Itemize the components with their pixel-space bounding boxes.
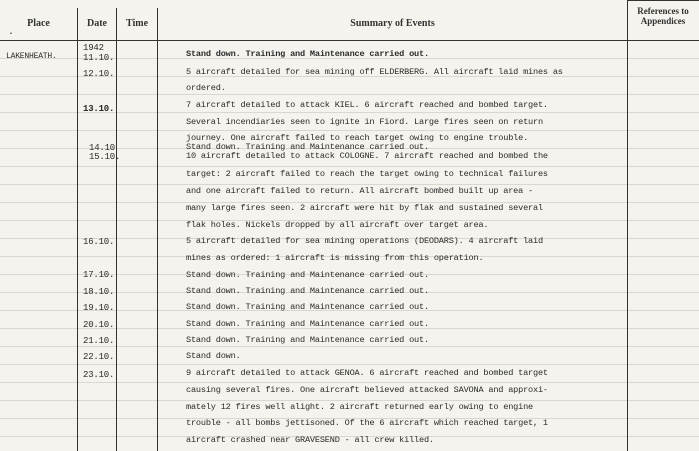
margin-mark: . bbox=[8, 27, 15, 38]
date-21-10: 21.10. bbox=[83, 336, 115, 346]
header-date: Date bbox=[87, 17, 107, 29]
summary-line: 9 aircraft detailed to attack GENOA. 6 aircraft reached and bombed target bbox=[186, 368, 548, 378]
date-22-10: 22.10. bbox=[83, 352, 115, 362]
header-place: Place bbox=[27, 17, 50, 29]
date-20-10: 20.10. bbox=[83, 320, 115, 330]
summary-line: causing several fires. One aircraft believed attacked SAVONA and approxi- bbox=[186, 385, 548, 395]
header-bottom-rule bbox=[0, 40, 699, 41]
summary-line: Stand down. Training and Maintenance carried out. bbox=[186, 302, 429, 312]
summary-line: journey. One aircraft failed to reach target owing to engine trouble. bbox=[186, 133, 529, 143]
summary-line: and one aircraft failed to return. All aircraft bombed built up area - bbox=[186, 186, 533, 196]
summary-line: aircraft crashed near GRAVESEND - all crew killed. bbox=[186, 435, 434, 445]
column-rule-time bbox=[157, 8, 158, 451]
column-rule-date bbox=[116, 8, 117, 451]
summary-line: Stand down. Training and Maintenance carried out. bbox=[186, 142, 429, 152]
summary-line: mines as ordered: 1 aircraft is missing from this operation. bbox=[186, 253, 484, 263]
summary-line: Stand down. Training and Maintenance carried out. bbox=[186, 335, 429, 345]
date-15-10: 15.10. bbox=[89, 152, 121, 162]
summary-line: 10 aircraft detailed to attack COLOGNE. 7 aircraft reached and bombed the bbox=[186, 151, 548, 161]
year: 1942 bbox=[83, 43, 104, 53]
summary-line: Stand down. Training and Maintenance carried out. bbox=[186, 319, 429, 329]
summary-line: 5 aircraft detailed for sea mining off ELDERBERG. All aircraft laid mines as bbox=[186, 67, 563, 77]
summary-line: ordered. bbox=[186, 83, 226, 93]
date-17-10: 17.10. bbox=[83, 270, 115, 280]
summary-line: target: 2 aircraft failed to reach the target owing to technical failures bbox=[186, 169, 548, 179]
summary-line: Stand down. bbox=[186, 351, 241, 361]
column-rule-place bbox=[77, 8, 78, 451]
date-16-10: 16.10. bbox=[83, 237, 115, 247]
date-19-10: 19.10. bbox=[83, 303, 115, 313]
header-references: References to Appendices bbox=[637, 6, 689, 26]
date-12-10: 12.10. bbox=[83, 69, 115, 79]
summary-line: 5 aircraft detailed for sea mining operations (DEODARS). 4 aircraft laid bbox=[186, 236, 543, 246]
summary-line: Stand down. Training and Maintenance carried out. bbox=[186, 286, 429, 296]
header-summary: Summary of Events bbox=[350, 17, 435, 29]
header-time: Time bbox=[125, 17, 149, 29]
summary-line: flak holes. Nickels dropped by all aircraft over target area. bbox=[186, 220, 489, 230]
date-13-10: 13.10. bbox=[83, 104, 115, 114]
summary-line: Stand down. Training and Maintenance carried out. bbox=[186, 270, 429, 280]
date-14-10: 14.10 bbox=[89, 143, 116, 153]
summary-line: trouble - all bombs jettisoned. Of the 6 aircraft which reached target, 1 bbox=[186, 418, 548, 428]
place-value: LAKENHEATH. bbox=[6, 52, 57, 61]
summary-line: Stand down. Training and Maintenance carried out. bbox=[186, 49, 429, 59]
date-11-10: 11.10. bbox=[83, 53, 115, 63]
summary-line: many large fires seen. 2 aircraft were hit by flak and sustained several bbox=[186, 203, 543, 213]
date-18-10: 18.10. bbox=[83, 287, 115, 297]
summary-line: mately 12 fires well alight. 2 aircraft returned early owing to engine bbox=[186, 402, 533, 412]
summary-line: 7 aircraft detailed to attack KIEL. 6 aircraft reached and bombed target. bbox=[186, 100, 548, 110]
top-rule bbox=[628, 0, 699, 1]
summary-line: Several incendiaries seen to ignite in Fiord. Large fires seen on return bbox=[186, 117, 543, 127]
column-rule-summary bbox=[627, 0, 628, 451]
date-23-10: 23.10. bbox=[83, 370, 115, 380]
